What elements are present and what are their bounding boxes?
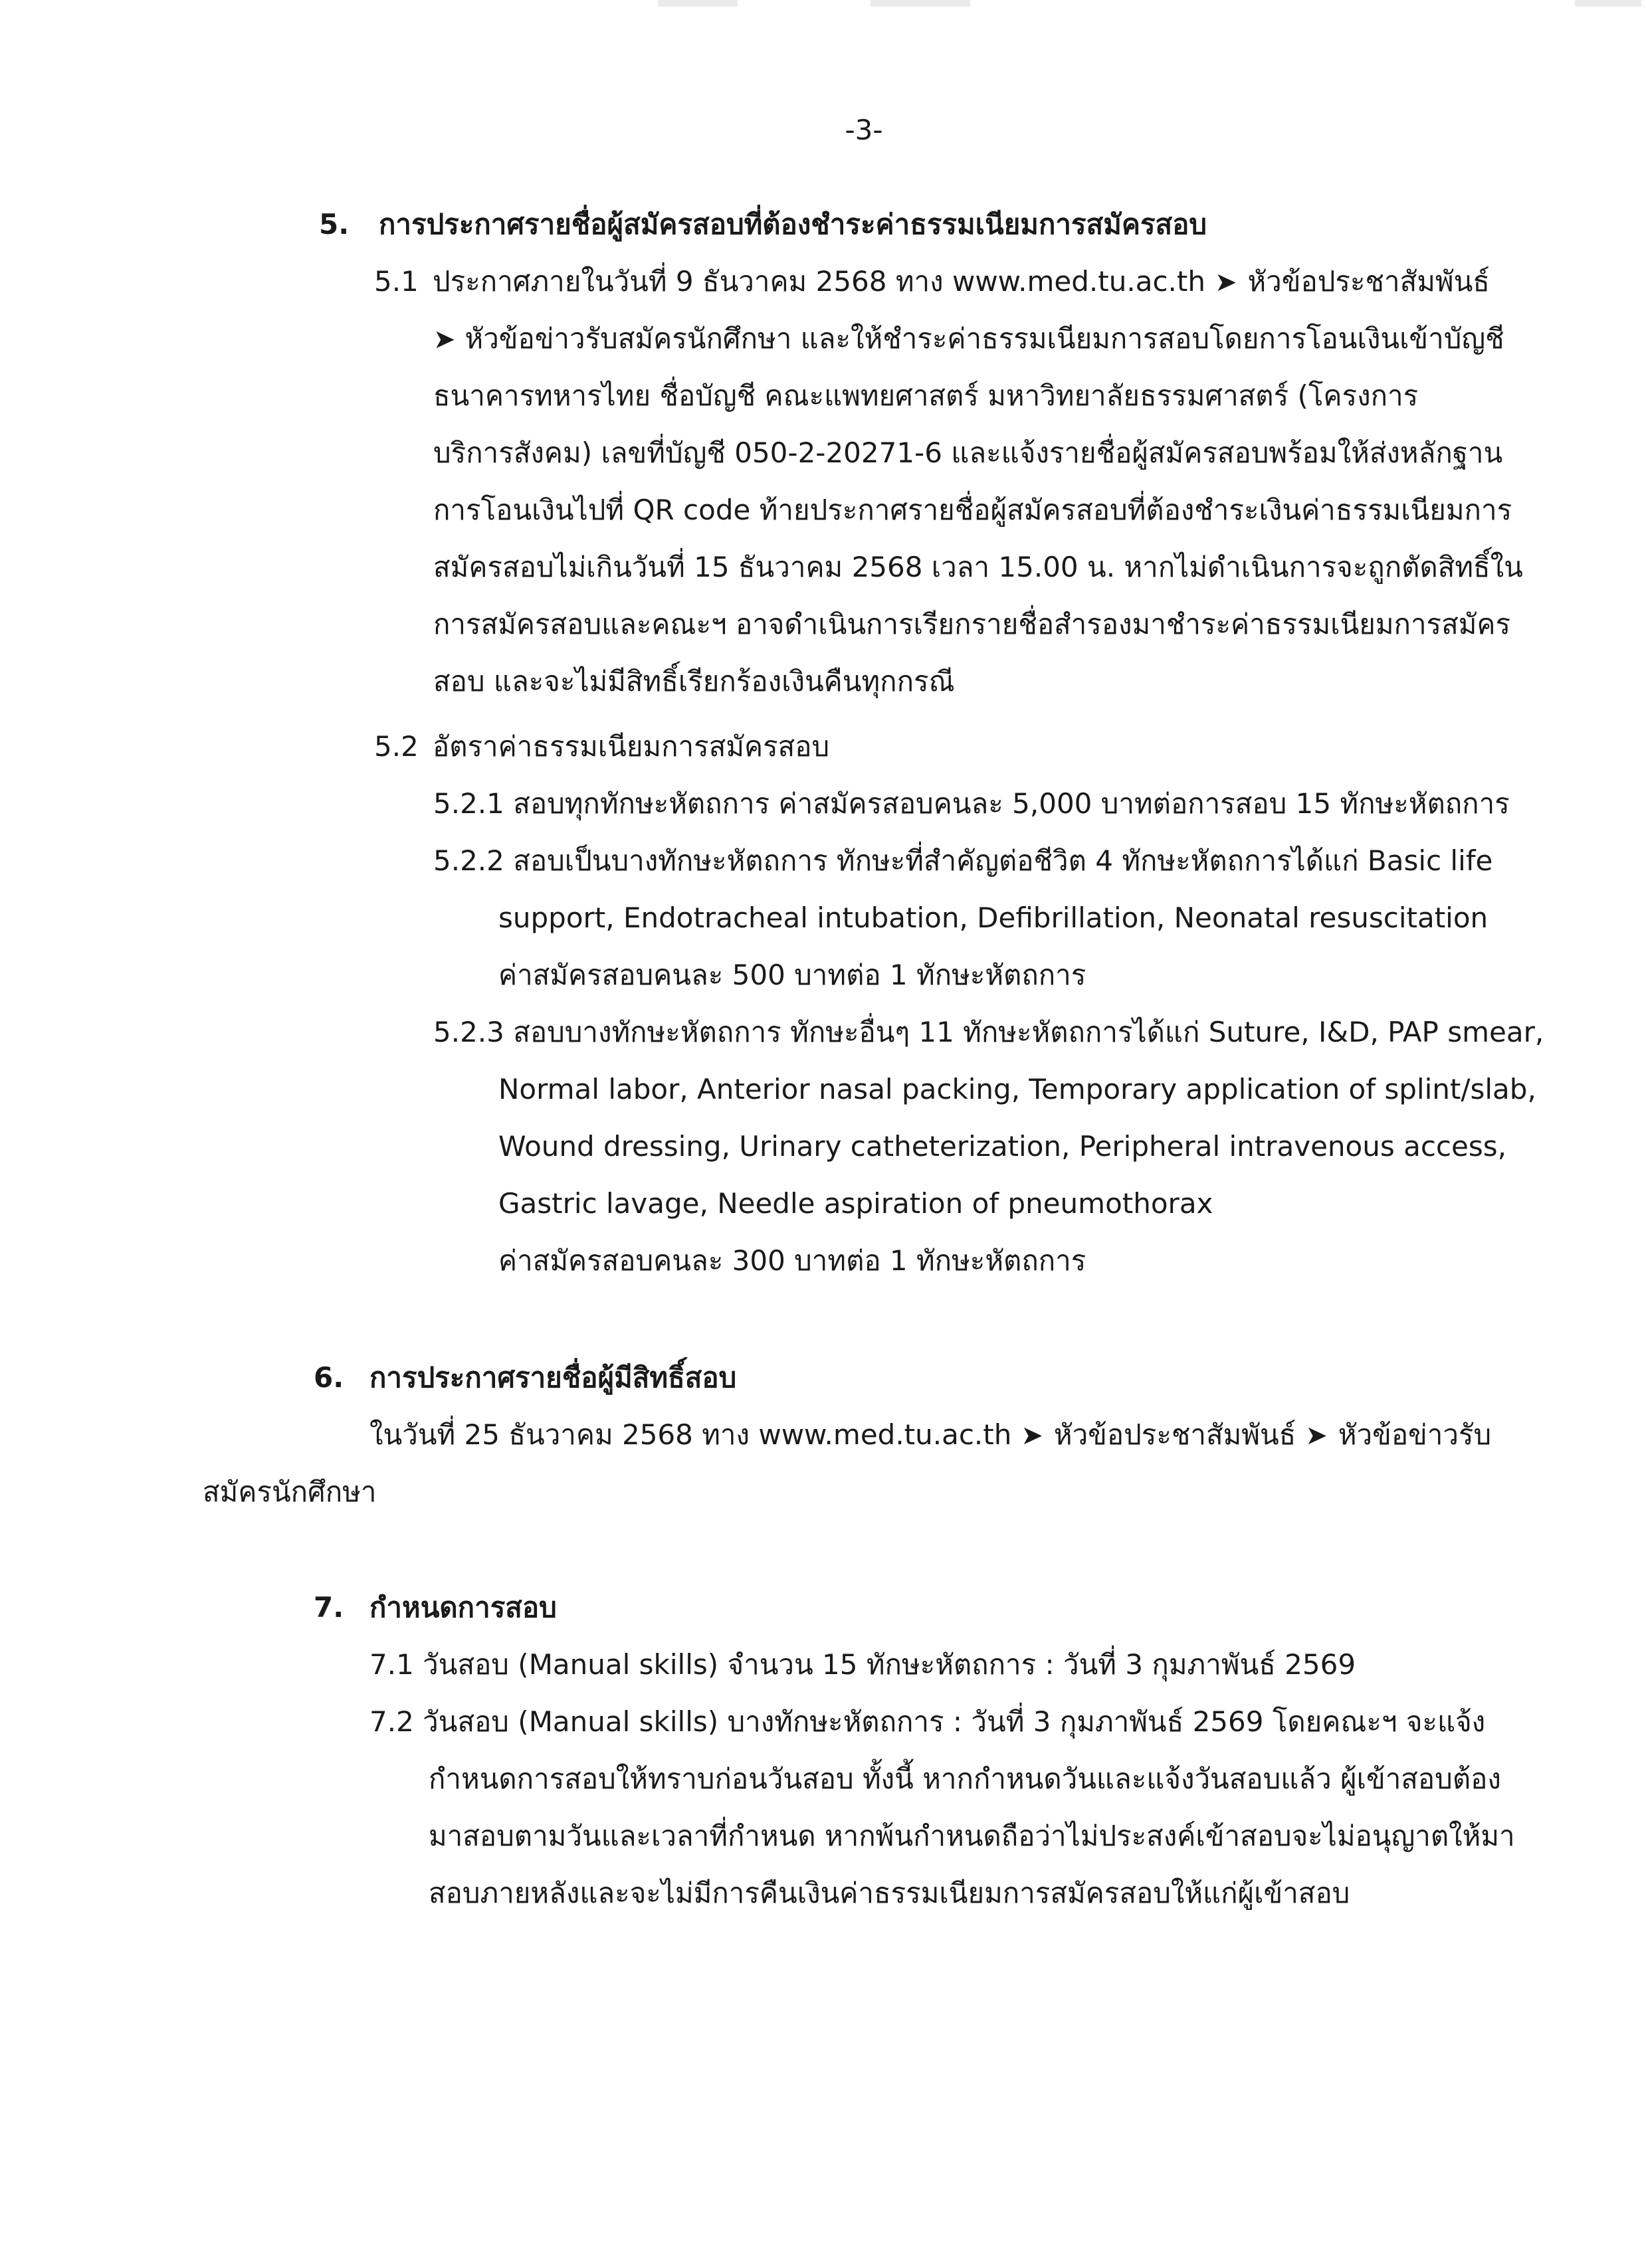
section-6-heading [314, 1359, 736, 1396]
sub-5-2-1-line: 5.2.1 สอบทุกทักษะหัตถการ ค่าสมัครสอบคนละ 5,000 บาทต่อการสอบ 15 ทักษะหัตถการ [433, 787, 1510, 820]
section-5-title: การประกาศรายชื่อผู้สมัครสอบที่ต้องชำระค่าธรรมเนียมการสมัครสอบ [379, 208, 1207, 240]
sub-5-2-3-line: Normal labor, Anterior nasal packing, Temporary application of splint/slab, [498, 1073, 1536, 1105]
item-7-1-line: 7.1 วันสอบ (Manual skills) จำนวน 15 ทักษะหัตถการ : วันที่ 3 กุมภาพันธ์ 2569 [369, 1648, 1356, 1681]
section-6-title: การประกาศรายชื่อผู้มีสิทธิ์สอบ [369, 1361, 737, 1394]
page-number: -3- [845, 114, 883, 146]
item-5-2-number: 5.2 [374, 730, 419, 763]
section-6-text-b: หัวข้อประชาสัมพันธ์ [1053, 1418, 1296, 1451]
item-5-1-line: การสมัครสอบและคณะฯ อาจดำเนินการเรียกรายชื่อสำรองมาชำระค่าธรรมเนียมการสมัคร [433, 608, 1511, 640]
item-7-2-line: มาสอบตามวันและเวลาที่กำหนด หากพ้นกำหนดถือว่าไม่ประสงค์เข้าสอบจะไม่อนุญาตให้มา [429, 1820, 1515, 1852]
sub-5-2-2-line: 5.2.2 สอบเป็นบางทักษะหัตถการ ทักษะที่สำคัญต่อชีวิต 4 ทักษะหัตถการได้แก่ Basic life [433, 844, 1493, 877]
item-5-1-number: 5.1 [374, 265, 419, 298]
item-5-1-line: สอบ และจะไม่มีสิทธิ์เรียกร้องเงินคืนทุกกรณี [433, 665, 955, 698]
section-7-title: กำหนดการสอบ [369, 1591, 557, 1624]
item-5-1-line [433, 320, 1504, 357]
item-5-1-line: สมัครสอบไม่เกินวันที่ 15 ธันวาคม 2568 เวลา 15.00 น. หากไม่ดำเนินการจะถูกตัดสิทธิ์ใน [433, 551, 1523, 583]
arrow-icon: ➤ [1305, 1420, 1328, 1451]
arrow-icon: ➤ [1214, 267, 1237, 298]
sub-5-2-3-fee: ค่าสมัครสอบคนละ 300 บาทต่อ 1 ทักษะหัตถการ [498, 1244, 1086, 1277]
section-5-heading [319, 206, 1207, 243]
section-6-line [369, 1416, 1491, 1454]
item-5-1-line [374, 263, 1490, 300]
section-7-heading [314, 1589, 557, 1626]
section-6-text: ในวันที่ 25 ธันวาคม 2568 ทาง www.med.tu.ac.th [369, 1418, 1012, 1451]
section-6-line: สมัครนักศึกษา [203, 1475, 377, 1508]
arrow-icon: ➤ [1021, 1420, 1043, 1451]
item-5-1-line: ธนาคารทหารไทย ชื่อบัญชี คณะแพทยศาสตร์ มหาวิทยาลัยธรรมศาสตร์ (โครงการ [433, 379, 1419, 412]
item-5-1-text: หัวข้อข่าวรับสมัครนักศึกษา และให้ชำระค่าธรรมเนียมการสอบโดยการโอนเงินเข้าบัญชี [464, 322, 1504, 355]
item-5-1-line: การโอนเงินไปที่ QR code ท้ายประกาศรายชื่อผู้สมัครสอบที่ต้องชำระเงินค่าธรรมเนียมการ [433, 494, 1512, 526]
section-7-number: 7. [314, 1591, 344, 1624]
sub-5-2-2-line: support, Endotracheal intubation, Defibrillation, Neonatal resuscitation [498, 901, 1489, 934]
arrow-icon: ➤ [433, 324, 456, 355]
sub-5-2-3-line: Gastric lavage, Needle aspiration of pneumothorax [498, 1187, 1213, 1220]
scan-artifact [1575, 0, 1641, 7]
item-7-2-line: สอบภายหลังและจะไม่มีการคืนเงินค่าธรรมเนียมการสมัครสอบให้แก่ผู้เข้าสอบ [429, 1877, 1350, 1909]
item-5-2-title: อัตราค่าธรรมเนียมการสมัครสอบ [433, 730, 830, 763]
section-6-text-c: หัวข้อข่าวรับ [1338, 1418, 1492, 1451]
item-7-2-line: กำหนดการสอบให้ทราบก่อนวันสอบ ทั้งนี้ หากกำหนดวันและแจ้งวันสอบแล้ว ผู้เข้าสอบต้อง [429, 1762, 1501, 1795]
sub-5-2-3-line: Wound dressing, Urinary catheterization, Peripheral intravenous access, [498, 1130, 1506, 1163]
item-5-1-text: ประกาศภายในวันที่ 9 ธันวาคม 2568 ทาง www.med.tu.ac.th [433, 265, 1205, 298]
item-5-1-text-b: หัวข้อประชาสัมพันธ์ [1247, 265, 1490, 298]
sub-5-2-3-line: 5.2.3 สอบบางทักษะหัตถการ ทักษะอื่นๆ 11 ทักษะหัตถการได้แก่ Suture, I&D, PAP smear, [433, 1016, 1544, 1048]
section-5-number: 5. [319, 208, 350, 240]
scan-artifact [658, 0, 738, 7]
section-6-number: 6. [314, 1361, 344, 1394]
item-7-2-line: 7.2 วันสอบ (Manual skills) บางทักษะหัตถการ : วันที่ 3 กุมภาพันธ์ 2569 โดยคณะฯ จะแจ้ง [369, 1705, 1486, 1738]
item-5-1-line: บริการสังคม) เลขที่บัญชี 050-2-20271-6 และแจ้งรายชื่อผู้สมัครสอบพร้อมให้ส่งหลักฐาน [433, 436, 1503, 469]
sub-5-2-2-fee: ค่าสมัครสอบคนละ 500 บาทต่อ 1 ทักษะหัตถการ [498, 959, 1086, 991]
scan-artifact [871, 0, 970, 7]
item-5-2-heading [374, 728, 829, 765]
